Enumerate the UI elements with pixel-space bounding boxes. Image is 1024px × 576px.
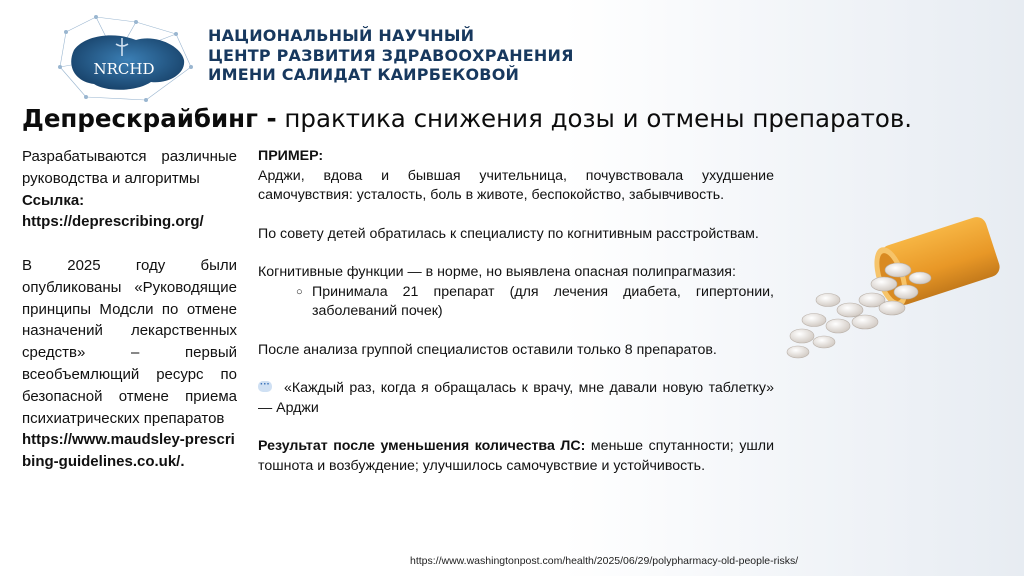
org-line-3: ИМЕНИ САЛИДАТ КАИРБЕКОВОЙ (208, 65, 520, 84)
example-heading: ПРИМЕР: (258, 148, 324, 164)
patient-quote (258, 379, 774, 418)
left-column (22, 146, 237, 473)
link-label: Ссылка: (22, 191, 85, 209)
nrchd-logo (56, 12, 196, 104)
example-section (258, 147, 774, 476)
organization-name (208, 26, 574, 85)
org-line-1: НАЦИОНАЛЬНЫЙ НАУЧНЫЙ (208, 26, 475, 45)
pill-bottle-illustration (780, 200, 1010, 375)
example-paragraph-2: По совету детей обратилась к специалисту по когнитивным расстройствам. (258, 225, 759, 242)
result-label: Результат после уменьшения количества ЛС: (258, 438, 586, 454)
guidelines-text: Разрабатываются различные руководства и алгоритмы (22, 148, 237, 187)
title-term: Депрескрайбинг - (22, 104, 277, 133)
result-text: меньше спутанности; ушли тошнота и возбуждение; улучшилось самочувствие и устойчивость. (258, 438, 774, 474)
example-paragraph-4: После анализа группой специалистов оставили только 8 препаратов. (258, 341, 717, 358)
example-paragraph-3: Когнитивные функции — в норме, но выявлена опасная полипрагмазия: (258, 264, 736, 280)
org-line-2: ЦЕНТР РАЗВИТИЯ ЗДРАВООХРАНЕНИЯ (208, 45, 574, 65)
logo-text: NRCHD (93, 60, 155, 78)
result-paragraph (258, 437, 774, 476)
quote-text: «Каждый раз, когда я обращалась к врачу, мне давали новую таблетку» — Арджи (258, 380, 774, 416)
maudsley-link[interactable]: https://www.maudsley-prescribing-guidelines.co.uk/. (22, 431, 235, 471)
slide-title (22, 104, 912, 133)
list-item: ○ Принимала 21 препарат (для лечения диабета, гипертонии, заболеваний почек) (312, 283, 774, 322)
deprescribing-link[interactable]: https://deprescribing.org/ (22, 213, 204, 231)
title-definition: практика снижения дозы и отмены препаратов. (276, 104, 913, 133)
maudsley-text: В 2025 году были опубликованы «Руководящие принципы Модсли по отмене назначений лекарственных средств» – первый всеобъемлющий ресурс по безопасной отмене приема психиатрических препаратов (22, 256, 237, 427)
source-link[interactable]: https://www.washingtonpost.com/health/2025/06/29/polypharmacy-old-people-risks/ (410, 555, 799, 567)
medication-list (258, 283, 774, 322)
speech-bubble-icon (258, 381, 272, 392)
example-paragraph-1: Арджи, вдова и бывшая учительница, почувствовала ухудшение самочувствия: усталость, боль в животе, беспокойство, забывчивость. (258, 167, 774, 203)
